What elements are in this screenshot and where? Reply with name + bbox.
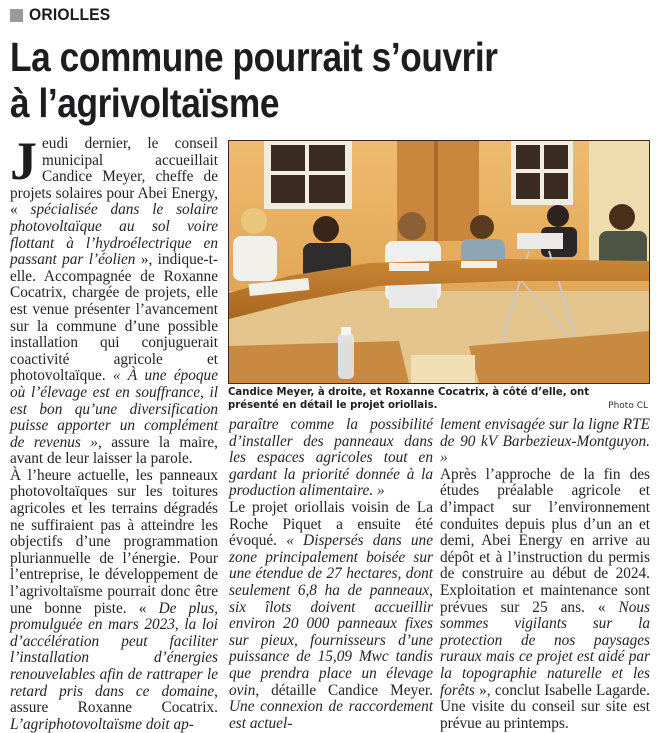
text-run: Après l’approche de la fin des études préalable agricole et d’impact sur l’environnement conduites depuis plus d’un an et demi, Abei Energy en arrive au dépôt et à l’instruction du permis de construire au début de 2024. Exploitation et maintenance sont prévues sur 25 ans. « bbox=[440, 465, 650, 616]
text-run: , assure la maire, avant de leur laisser la parole. bbox=[10, 433, 218, 468]
quote-run: Nous sommes vigilants sur la protection de nos paysages ruraux mais ce projet est aidé par la topographie naturelle et les forêts bbox=[440, 598, 650, 699]
article-column-2 bbox=[229, 417, 433, 732]
text-run: À l’heure actuelle, les panneaux photovoltaïques sur les toitures agricoles et les terrains dégradés ne suffiraient pas à atteindre les objectifs d’une programmation pluriannuelle de l’énergie. Pour l’entreprise, le développement de l’agrivoltaïsme pourrait donc être une bonne piste. « bbox=[10, 466, 218, 617]
photo-caption: Candice Meyer, à droite, et Roxanne Cocatrix, à côté d’elle, ont présenté en détail le projet oriollais. bbox=[228, 385, 590, 411]
text-run: , assure Roxanne Cocatrix. bbox=[10, 682, 218, 717]
quote-run: De plus, promulguée en mars 2023, la loi d’accélération peut faciliter l’installation d’énergies renouvelables afin de rattraper le retard pris dans ce domaine bbox=[10, 599, 218, 700]
quote-run: « Dispersés dans une zone principalement boisée sur une étendue de 27 hectares, dont seulement 6,8 ha de panneaux, six îlots doivent accueillir environ 20 000 panneaux fixes sur pieux, fournisseurs d’une puissance de 15,09 Mwc tandis que prendra place un élevage ovin bbox=[229, 532, 433, 699]
rubric-marker-icon bbox=[10, 9, 23, 22]
paragraph bbox=[229, 417, 433, 500]
section-rubric bbox=[10, 4, 118, 26]
paragraph bbox=[10, 468, 218, 733]
text-run: », conclut Isabelle Lagarde. Une visite du conseil sur site est prévue au printemps. bbox=[440, 681, 650, 732]
quote-run: « À une époque où l’élevage est en souffrance, il est bon qu’une diversification puisse apporter un complément de revenus » bbox=[10, 367, 218, 451]
paragraph bbox=[229, 500, 433, 732]
meeting-photo-illustration bbox=[229, 141, 649, 383]
quote-run: Une connexion de raccordement est actuel- bbox=[229, 698, 433, 732]
quote-run: lement envisagée sur la ligne RTE de 90 kV Barbezieux-Montguyon. » bbox=[440, 416, 650, 467]
text-run: , détaille Candice Meyer. bbox=[255, 681, 433, 699]
quote-run: spécialisée dans le solaire photovoltaïque au sol voire flottant à l’hydroélectrique en passant par l’éolien bbox=[10, 201, 218, 269]
text-run: eudi dernier, le conseil municipal accueillait Candice Meyer, cheffe de projets solaires pour Abei Energy, « bbox=[10, 135, 218, 219]
quote-run: L’agriphotovoltaïsme doit ap- bbox=[10, 715, 194, 733]
text-run: », indique-t-elle. Accompagnée de Roxanne Cocatrix, chargée de projets, elle est venue présenter l’avancement sur la commune d’une possible installation qui conjuguerait coactivité agricole et photovoltaïque. bbox=[10, 251, 218, 385]
article-column-3 bbox=[440, 417, 650, 732]
paragraph bbox=[440, 417, 650, 467]
rubric-label: ORIOLLES bbox=[29, 5, 111, 24]
photo-credit: Photo CL bbox=[608, 401, 648, 411]
paragraph bbox=[440, 467, 650, 733]
headline bbox=[10, 34, 560, 126]
article-photo bbox=[228, 140, 650, 384]
article-column-1 bbox=[10, 131, 218, 733]
quote-run: paraître comme la possibilité d’installer des panneaux dans les espaces agricoles tout en gardant la priorité donnée à la production alimentaire. » bbox=[229, 416, 433, 500]
headline-line-2: à l’agrivoltaïsme bbox=[10, 80, 280, 126]
headline-line-1: La commune pourrait s’ouvrir bbox=[10, 34, 498, 80]
paragraph bbox=[10, 131, 218, 468]
text-run: Le projet oriollais voisin de La Roche Piquet a ensuite été évoqué. bbox=[229, 498, 433, 550]
dropcap: J bbox=[10, 131, 37, 191]
